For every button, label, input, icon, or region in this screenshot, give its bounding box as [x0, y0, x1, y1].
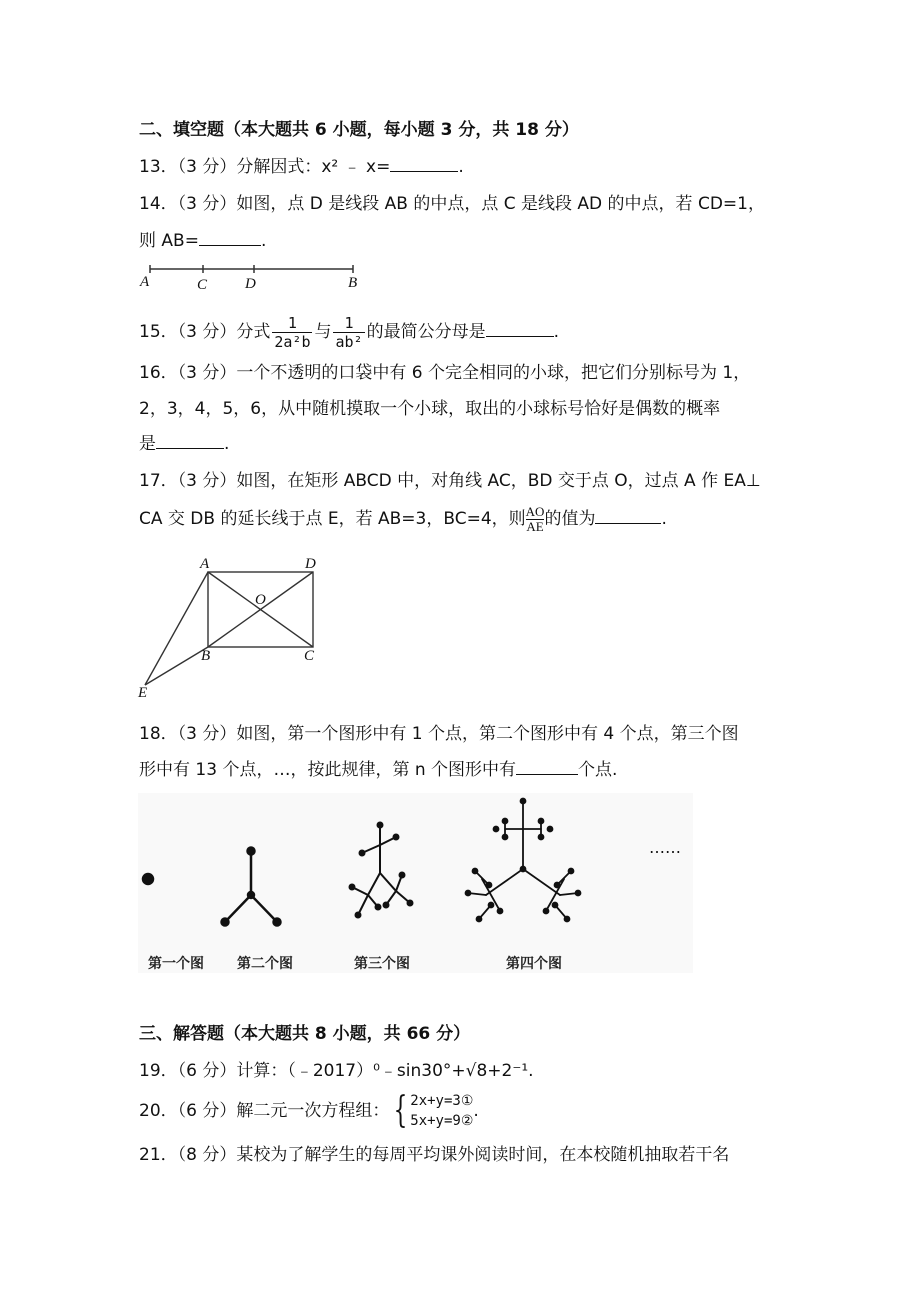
section-3-title: 三、解答题（本大题共 8 小题，共 66 分）	[139, 1024, 471, 1044]
point-b-label: B	[348, 275, 358, 291]
q16-line3: 是 .	[139, 434, 230, 454]
q17-line2: CA 交 DB 的延长线于点 E，若 AB=3，BC=4，则 $\frac{AO}{AE}$的值为 .	[139, 503, 667, 534]
label-o: O	[255, 592, 266, 608]
label-e: E	[138, 685, 148, 701]
q16-line2: 2，3，4，5，6，从中随机摸取一个小球，取出的小球标号恰好是偶数的概率	[139, 399, 721, 419]
point-a-label: A	[140, 274, 150, 290]
question-13: 13．（3 分）分解因式：x² ﹣ x= .	[139, 157, 464, 177]
q18-line2: 形中有 13 个点，…，按此规律，第 n 个图形中有 个点.	[139, 760, 618, 780]
q18-line1: 18．（3 分）如图，第一个图形中有 1 个点，第二个图形中有 4 个点，第三个图	[139, 724, 739, 744]
label-a: A	[200, 556, 210, 572]
point-c-label: C	[197, 277, 208, 293]
caption-figure-4: 第四个图	[506, 956, 562, 972]
equation-1: 2x+y=3①	[410, 1093, 474, 1109]
caption-figure-3: 第三个图	[354, 956, 410, 972]
q14-line1: 14．（3 分）如图，点 D 是线段 AB 的中点，点 C 是线段 AD 的中点，若 CD=1，	[139, 194, 765, 214]
q21-line1: 21．（8 分）某校为了解学生的每周平均课外阅读时间，在本校随机抽取若干名	[139, 1145, 730, 1165]
system-brace: {	[393, 1090, 408, 1131]
dot-pattern-figure	[138, 793, 693, 973]
segment-figure	[136, 258, 376, 298]
q13-answer-blank	[390, 156, 458, 172]
label-c: C	[304, 648, 315, 664]
figure-ellipsis: ……	[649, 838, 681, 857]
figure-1-dot	[143, 874, 153, 884]
caption-figure-2: 第二个图	[237, 956, 293, 972]
question-15: 15．（3 分）分式 $\frac{1}{\text{2a²b}}$ 与 $\frac{1}{\text{ab²}}$ 的最简公分母是 .	[139, 313, 559, 351]
fraction-1-over-ab2: $\frac{1}{\text{ab²}}$	[335, 313, 363, 351]
q16-answer-blank	[156, 433, 224, 449]
section-2-title: 二、填空题（本大题共 6 小题，每小题 3 分，共 18 分）	[139, 120, 579, 140]
point-d-label: D	[245, 276, 256, 292]
segment-be	[145, 647, 211, 685]
q13-text: 13．（3 分）分解因式：x² ﹣ x=	[139, 157, 391, 177]
label-d: D	[305, 556, 316, 572]
q17-answer-blank	[595, 508, 661, 524]
equation-2: 5x+y=9②	[410, 1113, 474, 1129]
rectangle-figure	[132, 552, 332, 702]
q14-line2: 则 AB= .	[139, 231, 267, 251]
fraction-1-over-2a2b: $\frac{1}{\text{2a²b}}$	[274, 313, 311, 351]
q18-answer-blank	[516, 759, 578, 775]
label-b: B	[201, 648, 211, 664]
equation-system	[410, 1091, 473, 1131]
q17-line1: 17．（3 分）如图，在矩形 ABCD 中，对角线 AC，BD 交于点 O，过点 A 作 EA⊥	[139, 471, 761, 491]
question-20: 20．（6 分）解二元一次方程组： { 2x+y=3① 5x+y=9② .	[139, 1090, 479, 1131]
q14-answer-blank	[199, 230, 261, 246]
segment-ae	[145, 572, 211, 685]
fraction-ao-over-ae: $\frac{AO}{AE}$	[525, 503, 545, 534]
question-19: 19．（6 分）计算：（﹣2017）⁰﹣sin30°+√8+2⁻¹.	[139, 1061, 534, 1081]
caption-figure-1: 第一个图	[148, 956, 204, 972]
q15-answer-blank	[486, 321, 554, 337]
q16-line1: 16．（3 分）一个不透明的口袋中有 6 个完全相同的小球，把它们分别标号为 1，	[139, 363, 751, 383]
